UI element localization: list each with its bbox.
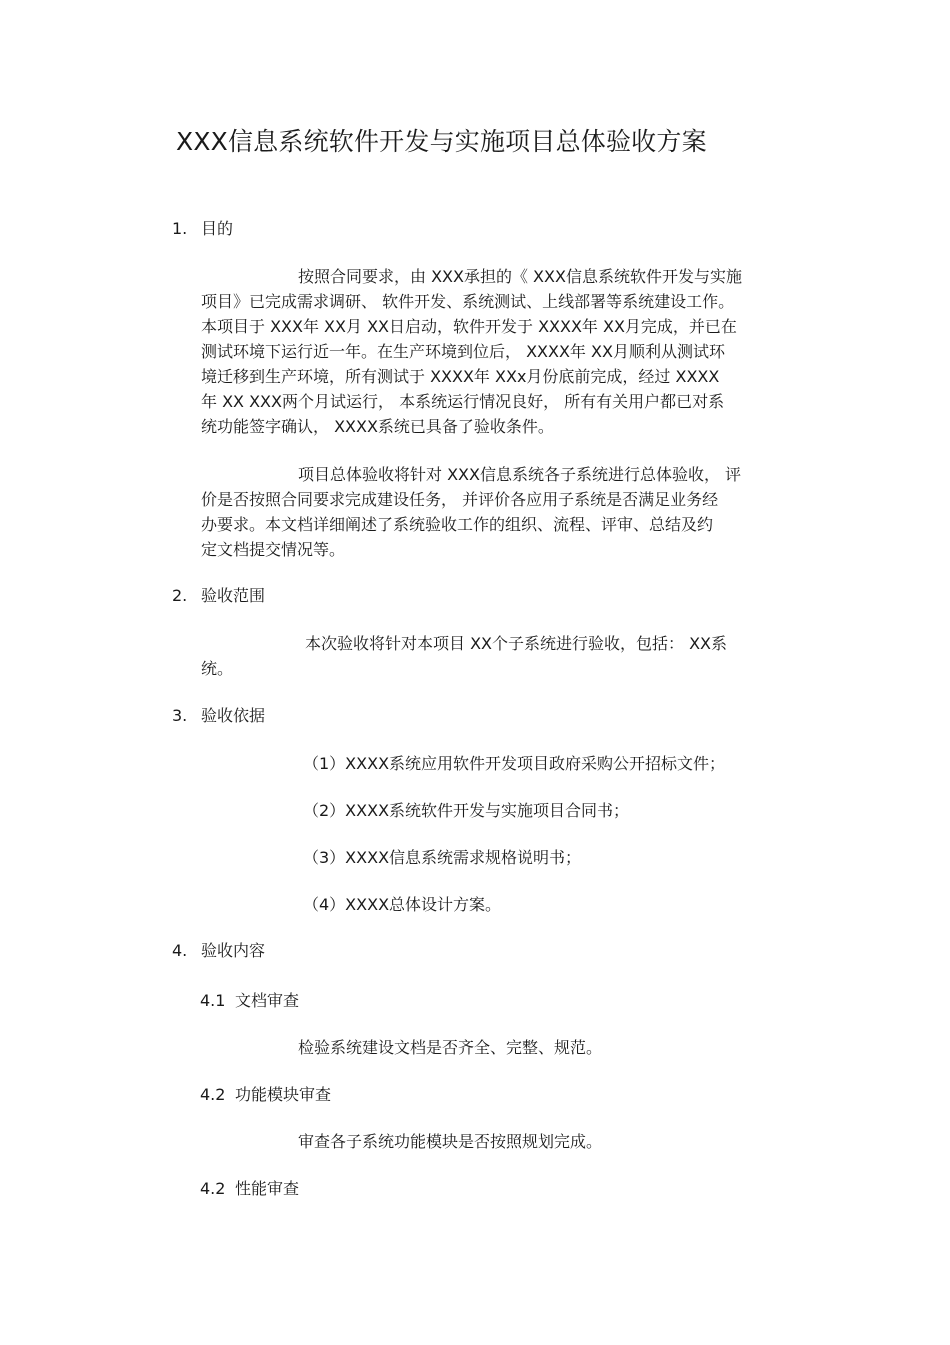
subsection-text: 检验系统建设文档是否齐全、完整、规范。	[298, 1038, 603, 1057]
subsection-title: 文档审查	[235, 991, 300, 1010]
list-item: （2）XXXX系统软件开发与实施项目合同书；	[303, 801, 630, 820]
section-title: 目的	[201, 219, 234, 238]
paragraph-line: 价是否按照合同要求完成建设任务， 并评价各应用子系统是否满足业务经	[201, 490, 719, 509]
section-number: 3.	[172, 706, 188, 725]
section-title: 验收内容	[201, 941, 266, 960]
section-heading	[172, 703, 265, 726]
paragraph-line: 统。	[201, 659, 234, 678]
section-number: 4.	[172, 941, 188, 960]
paragraph-line: 本项目于 XXX年 XX月 XX日启动，软件开发于 XXXX年 XX月完成，并已在	[201, 317, 737, 336]
section-title: 验收依据	[201, 706, 266, 725]
section-heading	[172, 583, 265, 606]
subsection-title: 功能模块审查	[235, 1085, 332, 1104]
subsection-number: 4.2	[200, 1085, 226, 1104]
paragraph-line: 项目》已完成需求调研、 软件开发、系统测试、上线部署等系统建设工作。	[201, 292, 735, 311]
paragraph-line: 项目总体验收将针对 XXX信息系统各子系统进行总体验收， 评	[298, 465, 742, 484]
subsection-title: 性能审查	[235, 1179, 300, 1198]
subsection-heading	[200, 1176, 299, 1199]
paragraph-line: 定文档提交情况等。	[201, 540, 346, 559]
section-title: 验收范围	[201, 586, 266, 605]
paragraph-line: 年 XX XXX两个月试运行， 本系统运行情况良好， 所有有关用户都已对系	[201, 392, 725, 411]
paragraph-line: 测试环境下运行近一年。在生产环境到位后， XXXX年 XX月顺利从测试环	[201, 342, 725, 361]
section-heading	[172, 938, 265, 961]
paragraph-line: 境迁移到生产环境，所有测试于 XXXX年 XXx月份底前完成，经过 XXXX	[201, 367, 720, 386]
section-number: 1.	[172, 219, 188, 238]
paragraph-line: 本次验收将针对本项目 XX个子系统进行验收，包括： XX系	[305, 634, 728, 653]
subsection-heading	[200, 988, 299, 1011]
paragraph-line: 统功能签字确认， XXXX系统已具备了验收条件。	[201, 417, 554, 436]
subsection-number: 4.2	[200, 1179, 226, 1198]
subsection-heading	[200, 1082, 331, 1105]
document-title: XXX信息系统软件开发与实施项目总体验收方案	[176, 127, 707, 156]
list-item: （4）XXXX总体设计方案。	[303, 895, 502, 914]
section-number: 2.	[172, 586, 188, 605]
paragraph-line: 办要求。本文档详细阐述了系统验收工作的组织、流程、评审、总结及约	[201, 515, 714, 534]
subsection-text: 审查各子系统功能模块是否按照规划完成。	[298, 1132, 603, 1151]
list-item: （1）XXXX系统应用软件开发项目政府采购公开招标文件；	[303, 754, 726, 773]
section-heading	[172, 216, 233, 239]
paragraph-line: 按照合同要求，由 XXX承担的《 XXX信息系统软件开发与实施	[298, 267, 742, 286]
list-item: （3）XXXX信息系统需求规格说明书；	[303, 848, 582, 867]
subsection-number: 4.1	[200, 991, 226, 1010]
